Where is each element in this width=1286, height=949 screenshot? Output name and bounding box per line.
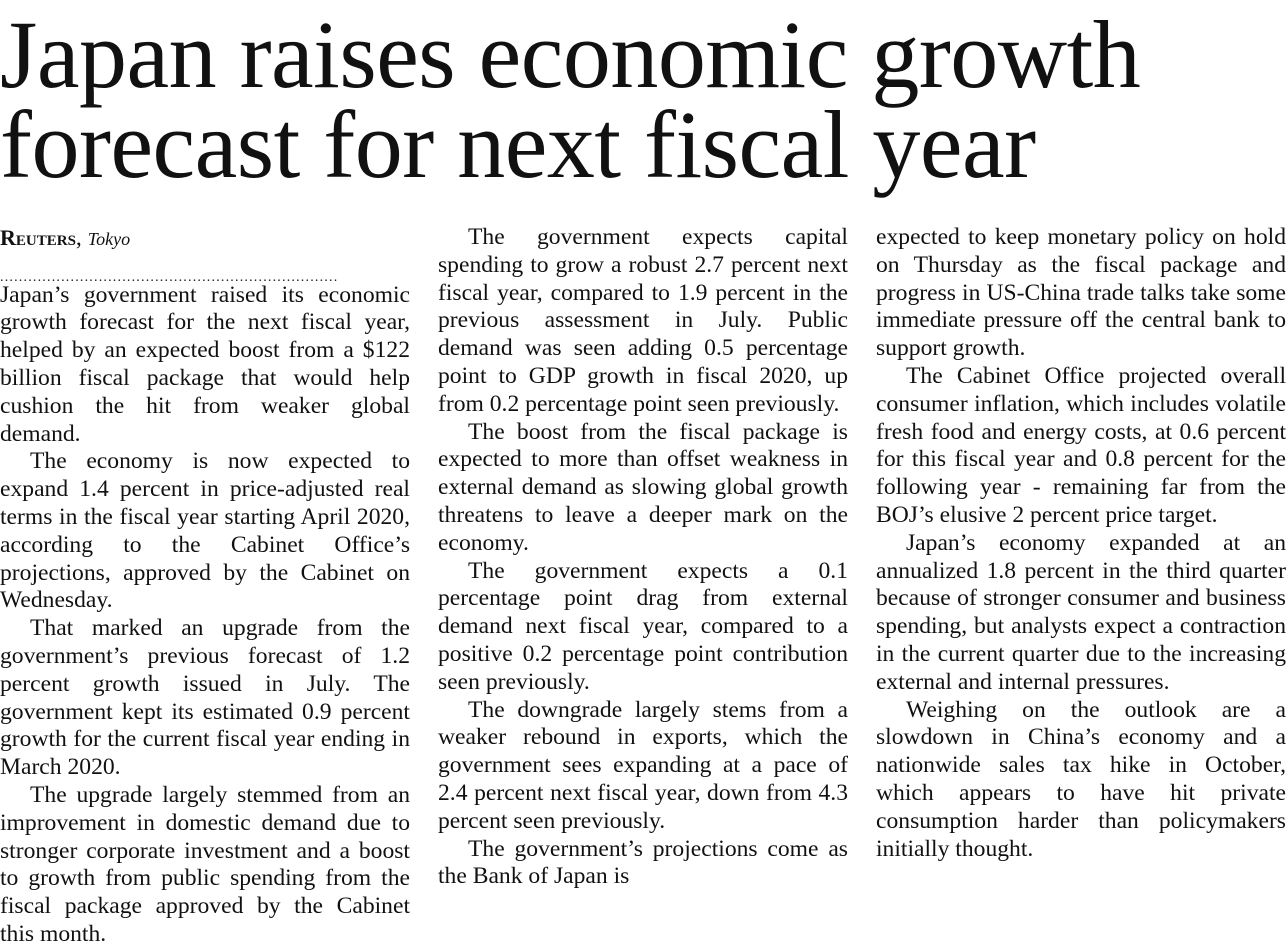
headline-line-1: Japan raises economic growth: [0, 1, 1141, 108]
paragraph-7: The government expects a 0.1 percentage point drag from external demand next fiscal year, compared to a positive 0.2 percentage point contribution seen previously.: [438, 557, 848, 695]
paragraph-11: Japan’s economy expanded at an annualized 1.8 percent in the third quarter because of stronger consumer and business spending, but analysts expect a contraction in the current quarter due to the increasing external and internal pressures.: [876, 529, 1286, 695]
paragraph-9-continued: expected to keep monetary policy on hold on Thursday as the fiscal package and progress in US-China trade talks take some immediate pressure off the central bank to support growth.: [876, 224, 1286, 362]
paragraph-12: Weighing on the outlook are a slowdown in China’s economy and a nationwide sales tax hike in October, which appears to have hit private consumption harder than policymakers initially thought.: [876, 696, 1286, 862]
byline-dotted-rule: ........................................................................: [0, 269, 339, 282]
byline: [0, 224, 410, 254]
paragraph-2: The economy is now expected to expand 1.4 percent in price-adjusted real terms in the fiscal year starting April 2020, according to the Cabinet Office’s projections, approved by the Cabinet on Wednesday.: [0, 448, 410, 614]
headline: [0, 1, 1286, 198]
paragraph-1: Japan’s government raised its economic growth forecast for the next fiscal year, helped by an expected boost from a $122 billion fiscal package that would help cushion the hit from weaker global demand.: [0, 281, 410, 447]
paragraph-10: The Cabinet Office projected overall consumer inflation, which includes volatile fresh food and energy costs, at 0.6 percent for this fiscal year and 0.8 percent for the following year - remaining far from the BOJ’s elusive 2 percent price target.: [876, 362, 1286, 528]
byline-place: Tokyo: [87, 229, 131, 249]
byline-separator: ,: [75, 225, 82, 251]
paragraph-9-start: The government’s projections come as the Bank of Japan is: [438, 835, 848, 890]
article-column-2: [438, 224, 848, 891]
paragraph-5: The government expects capital spending to grow a robust 2.7 percent next fiscal year, compared to 1.9 percent in the previous assessment in July. Public demand was seen adding 0.5 percentage point to GDP growth in fiscal 2020, up from 0.2 percentage point seen previously.: [438, 224, 848, 417]
article-column-1: [0, 224, 410, 949]
paragraph-6: The boost from the fiscal package is expected to more than offset weakness in external demand as slowing global growth threatens to leave a deeper mark on the economy.: [438, 418, 848, 556]
paragraph-3: That marked an upgrade from the government’s previous forecast of 1.2 percent growth issued in July. The government kept its estimated 0.9 percent growth for the current fiscal year ending in March 2020.: [0, 615, 410, 781]
byline-agency: Reuters: [0, 225, 76, 250]
headline-line-2: forecast for next fiscal year: [0, 91, 1036, 198]
paragraph-4: The upgrade largely stemmed from an improvement in domestic demand due to stronger corporate investment and a boost to growth from public spending from the fiscal package approved by the Cabinet this month.: [0, 781, 410, 947]
paragraph-8: The downgrade largely stems from a weaker rebound in exports, which the government sees expanding at a pace of 2.4 percent next fiscal year, down from 4.3 percent seen previously.: [438, 696, 848, 834]
article-column-3: [876, 224, 1286, 863]
